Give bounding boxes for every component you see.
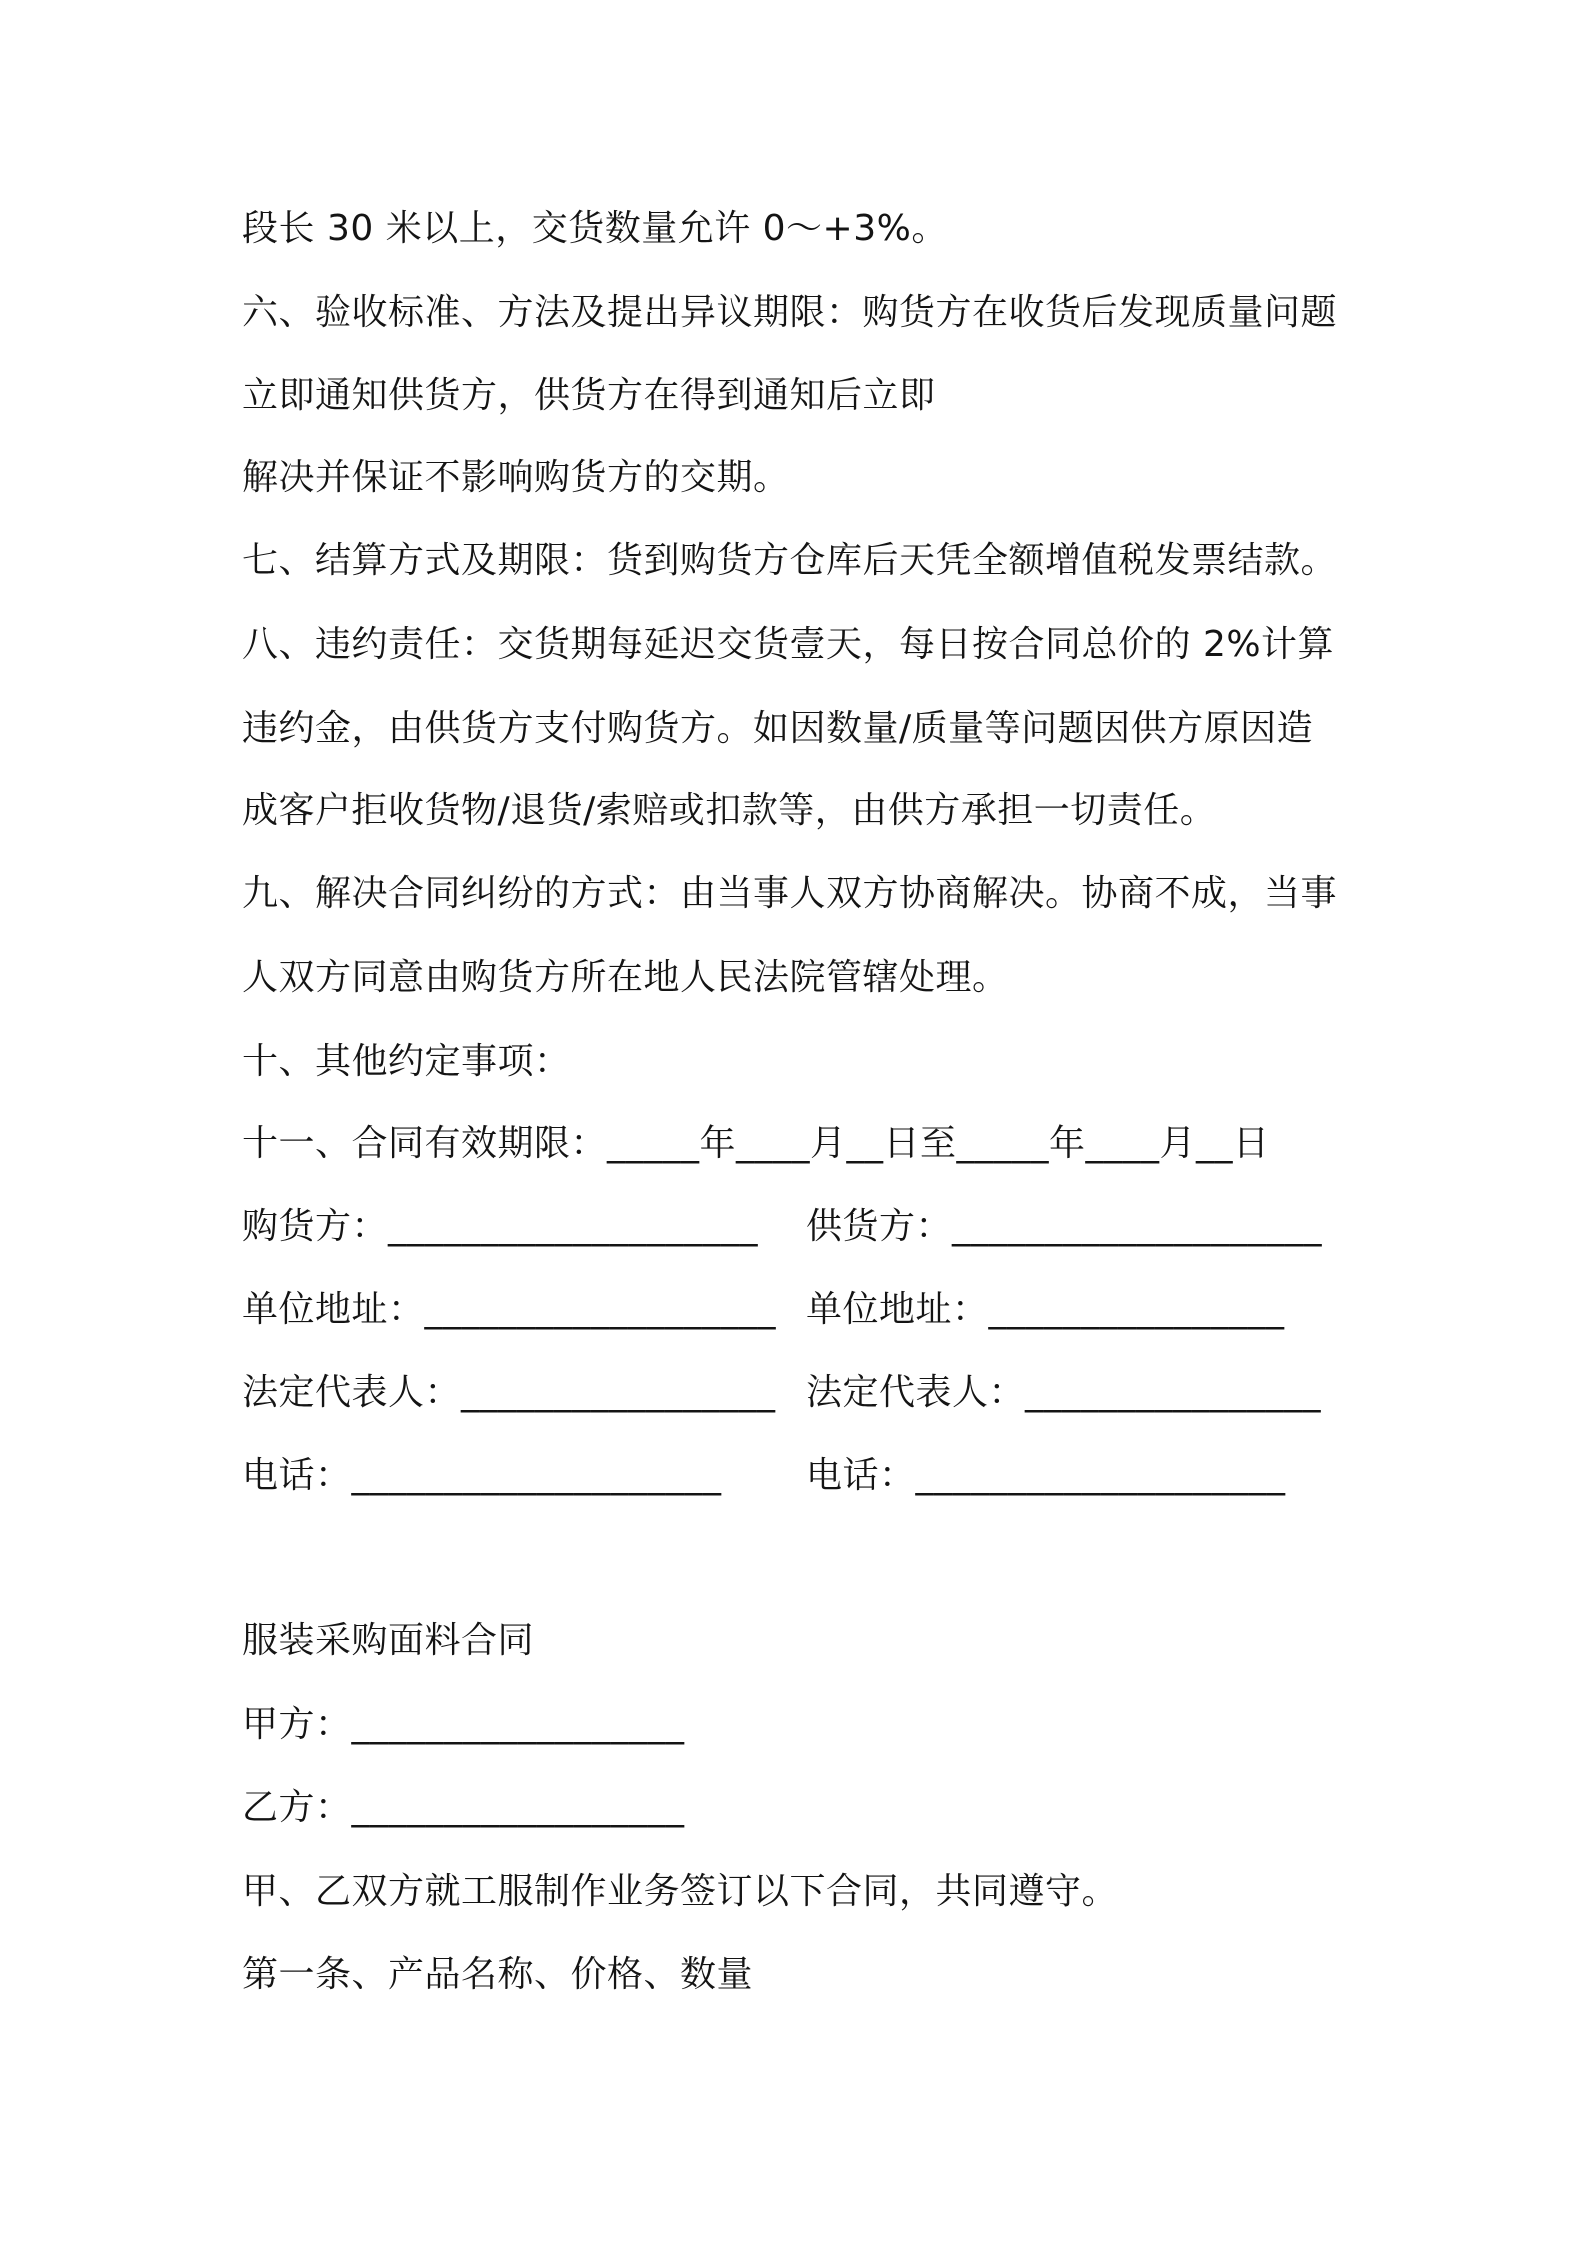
text-line-1: 段长 30 米以上，交货数量允许 0～+3%。 [242, 208, 948, 249]
seller-name-field: 供货方：____________________ [806, 1206, 1323, 1247]
buyer-representative-field: 法定代表人：_________________ [242, 1372, 776, 1413]
article-1-heading: 第一条、产品名称、价格、数量 [242, 1954, 754, 1995]
clause-6-line-2: 立即通知供货方，供货方在得到通知后立即 [242, 375, 936, 416]
clause-9-line-2: 人双方同意由购货方所在地人民法院管辖处理。 [242, 957, 1009, 998]
seller-phone-field: 电话：____________________ [806, 1455, 1286, 1496]
buyer-name-field: 购货方：____________________ [242, 1206, 759, 1247]
clause-10: 十、其他约定事项： [242, 1041, 571, 1082]
clause-8-line-1: 八、违约责任：交货期每延迟交货壹天，每日按合同总价的 2%计算 [242, 624, 1335, 665]
party-a-field: 甲方：__________________ [242, 1704, 685, 1745]
contract-intro: 甲、乙双方就工服制作业务签订以下合同，共同遵守。 [242, 1871, 1119, 1912]
clause-8-line-2: 违约金，由供货方支付购货方。如因数量/质量等问题因供方原因造 [242, 708, 1314, 749]
clause-8-line-3: 成客户拒收货物/退货/索赔或扣款等，由供方承担一切责任。 [242, 790, 1217, 831]
clause-6-line-1: 六、验收标准、方法及提出异议期限：购货方在收货后发现质量问题 [242, 292, 1338, 333]
clause-9-line-1: 九、解决合同纠纷的方式：由当事人双方协商解决。协商不成，当事 [242, 873, 1338, 914]
buyer-address-field: 单位地址：___________________ [242, 1289, 777, 1330]
seller-address-field: 单位地址：________________ [806, 1289, 1285, 1330]
party-b-field: 乙方：__________________ [242, 1787, 685, 1828]
clause-11: 十一、合同有效期限：_____年____月__日至_____年____月__日 [242, 1123, 1270, 1164]
buyer-phone-field: 电话：____________________ [242, 1455, 722, 1496]
clause-7: 七、结算方式及期限：货到购货方仓库后天凭全额增值税发票结款。 [242, 540, 1338, 581]
second-contract-title: 服装采购面料合同 [242, 1620, 535, 1661]
seller-representative-field: 法定代表人：________________ [806, 1372, 1322, 1413]
clause-6-line-3: 解决并保证不影响购货方的交期。 [242, 457, 790, 498]
